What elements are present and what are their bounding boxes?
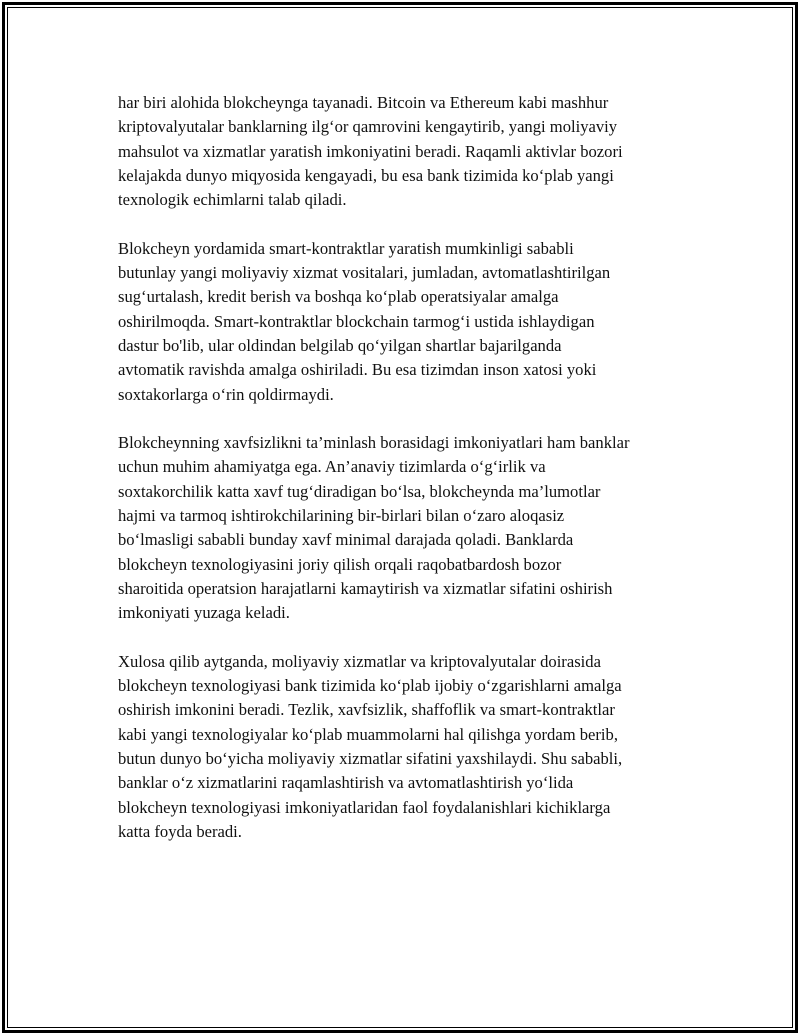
text-line: kabi yangi texnologiyalar ko‘plab muammolarni hal qilishga yordam berib, [118, 724, 618, 744]
text-line: oshirilmoqda. Smart-kontraktlar blockchain tarmog‘i ustida ishlaydigan [118, 311, 595, 331]
text-line: sug‘urtalash, kredit berish va boshqa ko‘plab operatsiyalar amalga [118, 287, 559, 307]
paragraph-1 [118, 91, 698, 212]
text-line: blokcheyn texnologiyasini joriy qilish orqali raqobatbardosh bozor [118, 554, 562, 574]
text-line: kelajakda dunyo miqyosida kengayadi, bu esa bank tizimida ko‘plab yangi [118, 165, 614, 185]
text-line: blokcheyn texnologiyasi bank tizimida ko‘plab ijobiy o‘zgarishlarni amalga [118, 676, 622, 696]
text-line: butun dunyo bo‘yicha moliyaviy xizmatlar sifatini yaxshilaydi. Shu sababli, [118, 749, 623, 769]
text-line: imkoniyati yuzaga keladi. [118, 603, 290, 623]
text-line: oshirish imkonini beradi. Tezlik, xavfsizlik, shaffoflik va smart-kontraktlar [118, 700, 615, 720]
text-line: Blokcheyn yordamida smart-kontraktlar yaratish mumkinligi sababli [118, 238, 574, 258]
text-line: Blokcheynning xavfsizlikni ta’minlash borasidagi imkoniyatlari ham banklar [118, 433, 630, 453]
text-line: soxtakorchilik katta xavf tug‘diradigan bo‘lsa, blokcheynda ma’lumotlar [118, 481, 601, 501]
text-line: sharoitida operatsion harajatlarni kamaytirish va xizmatlar sifatini oshirish [118, 578, 613, 598]
paragraph-4 [118, 650, 698, 844]
text-line: kriptovalyutalar banklarning ilg‘or qamrovini kengaytirib, yangi moliyaviy [118, 117, 618, 137]
text-line: har biri alohida blokcheynga tayanadi. Bitcoin va Ethereum kabi mashhur [118, 93, 609, 112]
text-line: mahsulot va xizmatlar yaratish imkoniyatini beradi. Raqamli aktivlar bozori [118, 141, 623, 161]
paragraph-2 [118, 237, 698, 407]
document-body [118, 91, 698, 869]
text-line: blokcheyn texnologiyasi imkoniyatlaridan faol foydalanishlari kichiklarga [118, 797, 611, 817]
text-line: avtomatik ravishda amalga oshiriladi. Bu esa tizimdan inson xatosi yoki [118, 360, 597, 380]
text-line: dastur bo'lib, ular oldindan belgilab qo‘yilgan shartlar bajarilganda [118, 335, 562, 355]
text-line: butunlay yangi moliyaviy xizmat vositalari, jumladan, avtomatlashtirilgan [118, 263, 611, 283]
text-line: katta foyda beradi. [118, 821, 242, 841]
text-line: bo‘lmasligi sababli bunday xavf minimal darajada qoladi. Banklarda [118, 530, 574, 550]
text-line: uchun muhim ahamiyatga ega. An’anaviy tizimlarda o‘g‘irlik va [118, 457, 546, 477]
text-line: hajmi va tarmoq ishtirokchilarining bir-birlari bilan o‘zaro aloqasiz [118, 506, 565, 526]
text-line: banklar o‘z xizmatlarini raqamlashtirish va avtomatlashtirish yo‘lida [118, 773, 574, 793]
text-line: texnologik echimlarni talab qiladi. [118, 190, 347, 210]
text-line: Xulosa qilib aytganda, moliyaviy xizmatlar va kriptovalyutalar doirasida [118, 651, 601, 671]
text-line: soxtakorlarga o‘rin qoldirmaydi. [118, 384, 334, 404]
paragraph-3 [118, 431, 698, 625]
